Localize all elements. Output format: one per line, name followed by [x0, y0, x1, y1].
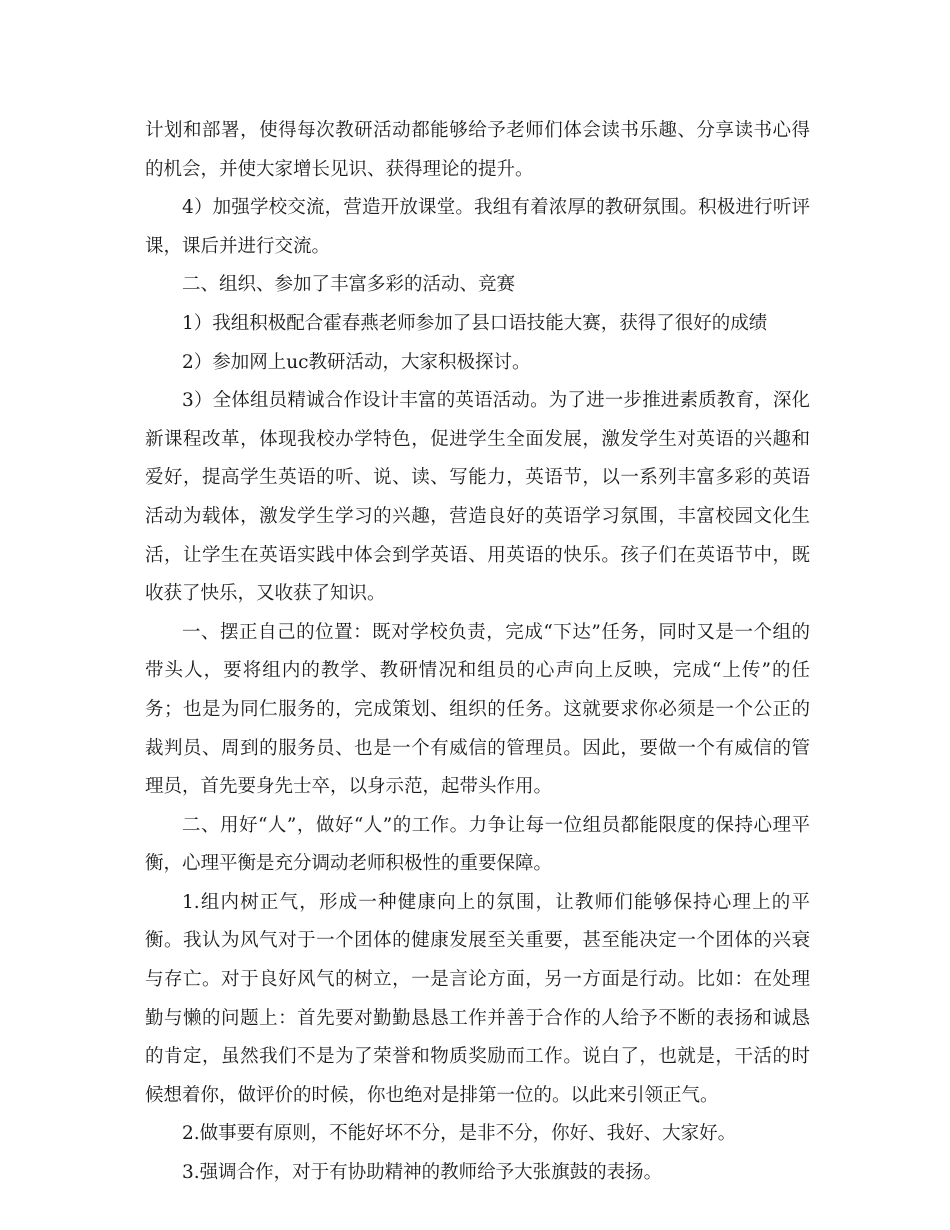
- paragraph-section-activities-heading: 二、组织、参加了丰富多彩的活动、竞赛: [182, 274, 516, 296]
- paragraph-online-uc: 2）参加网上uc教研活动，大家积极探讨。: [182, 351, 531, 373]
- paragraph-english-festival: 3）全体组员精诚合作设计丰富的英语活动。为了进一步推进素质教育，深化新课程改革，体现我校办学特色，促进学生全面发展，激发学生对英语的兴趣和爱好，提高学生英语的听、说、读、写能力，英语节，以一系列丰富多彩的英语活动为载体，激发学生学习的兴趣，营造良好的英语学习氛围，丰富校园文化生活，让学生在英语实践中体会到学英语、用英语的快乐。孩子们在英语节中，既收获了快乐，又收获了知识。: [145, 390, 810, 605]
- paragraph-oral-contest: 1）我组积极配合霍春燕老师参加了县口语技能大赛，获得了很好的成绩: [182, 312, 768, 334]
- paragraph-principles: 2.做事要有原则，不能好坏不分，是非不分，你好、我好、大家好。: [182, 1123, 737, 1145]
- paragraph-school-exchange: 4）加强学校交流，营造开放课堂。我组有着浓厚的教研氛围。积极进行听评课，课后并进行交流。: [145, 197, 810, 257]
- paragraph-position: 一、摆正自己的位置：既对学校负责，完成“下达”任务，同时又是一个组的带头人，要将组内的教学、教研情况和组员的心声向上反映，完成“上传”的任务；也是为同仁服务的，完成策划、组织的任务。这就要求你必须是一个公正的裁判员、周到的服务员、也是一个有威信的管理员。因此，要做一个有威信的管理员，首先要身先士卒，以身示范，起带头作用。: [145, 621, 810, 798]
- paragraph-team-atmosphere: 1.组内树正气，形成一种健康向上的氛围，让教师们能够保持心理上的平衡。我认为风气对于一个团体的健康发展至关重要，甚至能决定一个团体的兴衰与存亡。对于良好风气的树立，一是言论方面，另一方面是行动。比如：在处理勤与懒的问题上：首先要对勤勤恳恳工作并善于合作的人给予不断的表扬和诚恳的肯定，虽然我们不是为了荣誉和物质奖励而工作。说白了，也就是，干活的时候想着你，做评价的时候，你也绝对是排第一位的。以此来引领正气。: [145, 891, 810, 1106]
- document-body: [145, 112, 810, 1193]
- paragraph-people-work: 二、用好“人”，做好“人”的工作。力争让每一位组员都能限度的保持心理平衡，心理平衡是充分调动老师积极性的重要保障。: [145, 814, 810, 875]
- paragraph-cooperation: 3.强调合作，对于有协助精神的教师给予大张旗鼓的表扬。: [182, 1162, 663, 1184]
- paragraph-reading-plan: 计划和部署，使得每次教研活动都能够给予老师们体会读书乐趣、分享读书心得的机会，并使大家增长见识、获得理论的提升。: [145, 120, 810, 180]
